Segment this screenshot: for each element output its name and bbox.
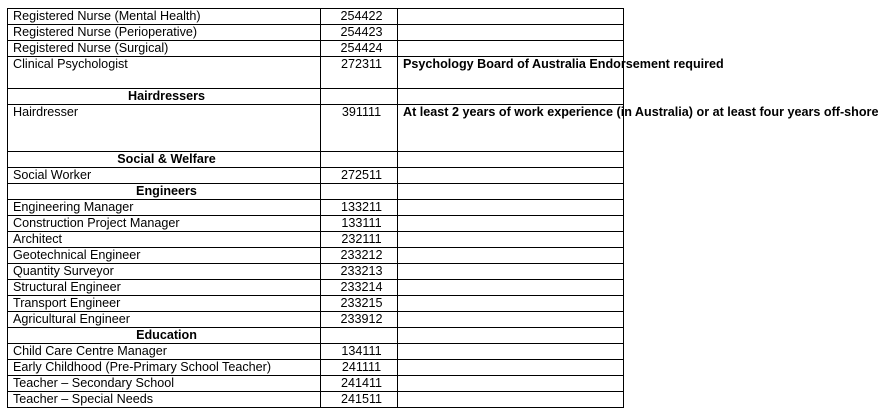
occupation-cell: Construction Project Manager: [8, 216, 321, 232]
note-cell: At least 2 years of work experience (in Australia) or at least four years off-shore: [398, 105, 624, 152]
section-heading-row: [8, 328, 624, 344]
note-cell: [398, 168, 624, 184]
note-cell: [398, 312, 624, 328]
occupation-cell: Early Childhood (Pre-Primary School Teacher): [8, 360, 321, 376]
note-cell: [398, 200, 624, 216]
table-row: [8, 280, 624, 296]
empty-cell: [398, 328, 624, 344]
occupation-cell: Registered Nurse (Perioperative): [8, 25, 321, 41]
occupation-cell: Social Worker: [8, 168, 321, 184]
code-cell: 241411: [321, 376, 398, 392]
occupation-cell: Teacher – Special Needs: [8, 392, 321, 408]
note-cell: [398, 360, 624, 376]
table-row: [8, 392, 624, 408]
table-row: [8, 200, 624, 216]
empty-cell: [321, 328, 398, 344]
note-cell: [398, 392, 624, 408]
table-row: [8, 344, 624, 360]
occupation-cell: Registered Nurse (Surgical): [8, 41, 321, 57]
occupation-cell: Transport Engineer: [8, 296, 321, 312]
note-cell: [398, 25, 624, 41]
note-cell: [398, 280, 624, 296]
occupation-cell: Structural Engineer: [8, 280, 321, 296]
empty-cell: [398, 152, 624, 168]
code-cell: 233912: [321, 312, 398, 328]
table-row: [8, 264, 624, 280]
code-cell: 272511: [321, 168, 398, 184]
occupation-cell: Architect: [8, 232, 321, 248]
occupation-cell: Agricultural Engineer: [8, 312, 321, 328]
note-cell: [398, 41, 624, 57]
note-cell: [398, 9, 624, 25]
code-cell: 254424: [321, 41, 398, 57]
code-cell: 233215: [321, 296, 398, 312]
code-cell: 391111: [321, 105, 398, 152]
code-cell: 133211: [321, 200, 398, 216]
occupation-cell: Engineering Manager: [8, 200, 321, 216]
section-heading: Hairdressers: [8, 89, 321, 105]
occupation-table-body: [8, 9, 878, 408]
note-cell: [398, 216, 624, 232]
occupation-cell: Hairdresser: [8, 105, 321, 152]
code-cell: 134111: [321, 344, 398, 360]
code-cell: 233212: [321, 248, 398, 264]
section-heading-row: [8, 152, 624, 168]
section-heading: Engineers: [8, 184, 321, 200]
section-heading-row: [8, 89, 624, 105]
table-row: [8, 9, 624, 25]
occupation-cell: Teacher – Secondary School: [8, 376, 321, 392]
table-row: [8, 296, 624, 312]
note-cell: [398, 248, 624, 264]
table-row: [8, 248, 624, 264]
section-heading: Education: [8, 328, 321, 344]
section-heading-row: [8, 184, 624, 200]
occupation-cell: Geotechnical Engineer: [8, 248, 321, 264]
code-cell: 232111: [321, 232, 398, 248]
table-row: [8, 312, 624, 328]
table-row: [8, 360, 624, 376]
note-cell: [398, 232, 624, 248]
table-row: [8, 25, 624, 41]
table-row: [8, 57, 624, 89]
empty-cell: [398, 184, 624, 200]
section-heading: Social & Welfare: [8, 152, 321, 168]
empty-cell: [398, 89, 624, 105]
code-cell: 254423: [321, 25, 398, 41]
note-cell: [398, 264, 624, 280]
occupation-cell: Child Care Centre Manager: [8, 344, 321, 360]
note-cell: [398, 376, 624, 392]
occupation-cell: Registered Nurse (Mental Health): [8, 9, 321, 25]
table-row: [8, 216, 624, 232]
code-cell: 254422: [321, 9, 398, 25]
occupation-cell: Quantity Surveyor: [8, 264, 321, 280]
code-cell: 241111: [321, 360, 398, 376]
occupation-table: [7, 8, 878, 408]
note-cell: [398, 296, 624, 312]
table-row: [8, 41, 624, 57]
code-cell: 133111: [321, 216, 398, 232]
code-cell: 233214: [321, 280, 398, 296]
table-row: [8, 168, 624, 184]
note-cell: [398, 344, 624, 360]
code-cell: 241511: [321, 392, 398, 408]
empty-cell: [321, 152, 398, 168]
table-row: [8, 105, 624, 152]
empty-cell: [321, 89, 398, 105]
code-cell: 233213: [321, 264, 398, 280]
note-cell: Psychology Board of Australia Endorsement required: [398, 57, 624, 89]
table-row: [8, 232, 624, 248]
code-cell: 272311: [321, 57, 398, 89]
table-row: [8, 376, 624, 392]
empty-cell: [321, 184, 398, 200]
occupation-cell: Clinical Psychologist: [8, 57, 321, 89]
